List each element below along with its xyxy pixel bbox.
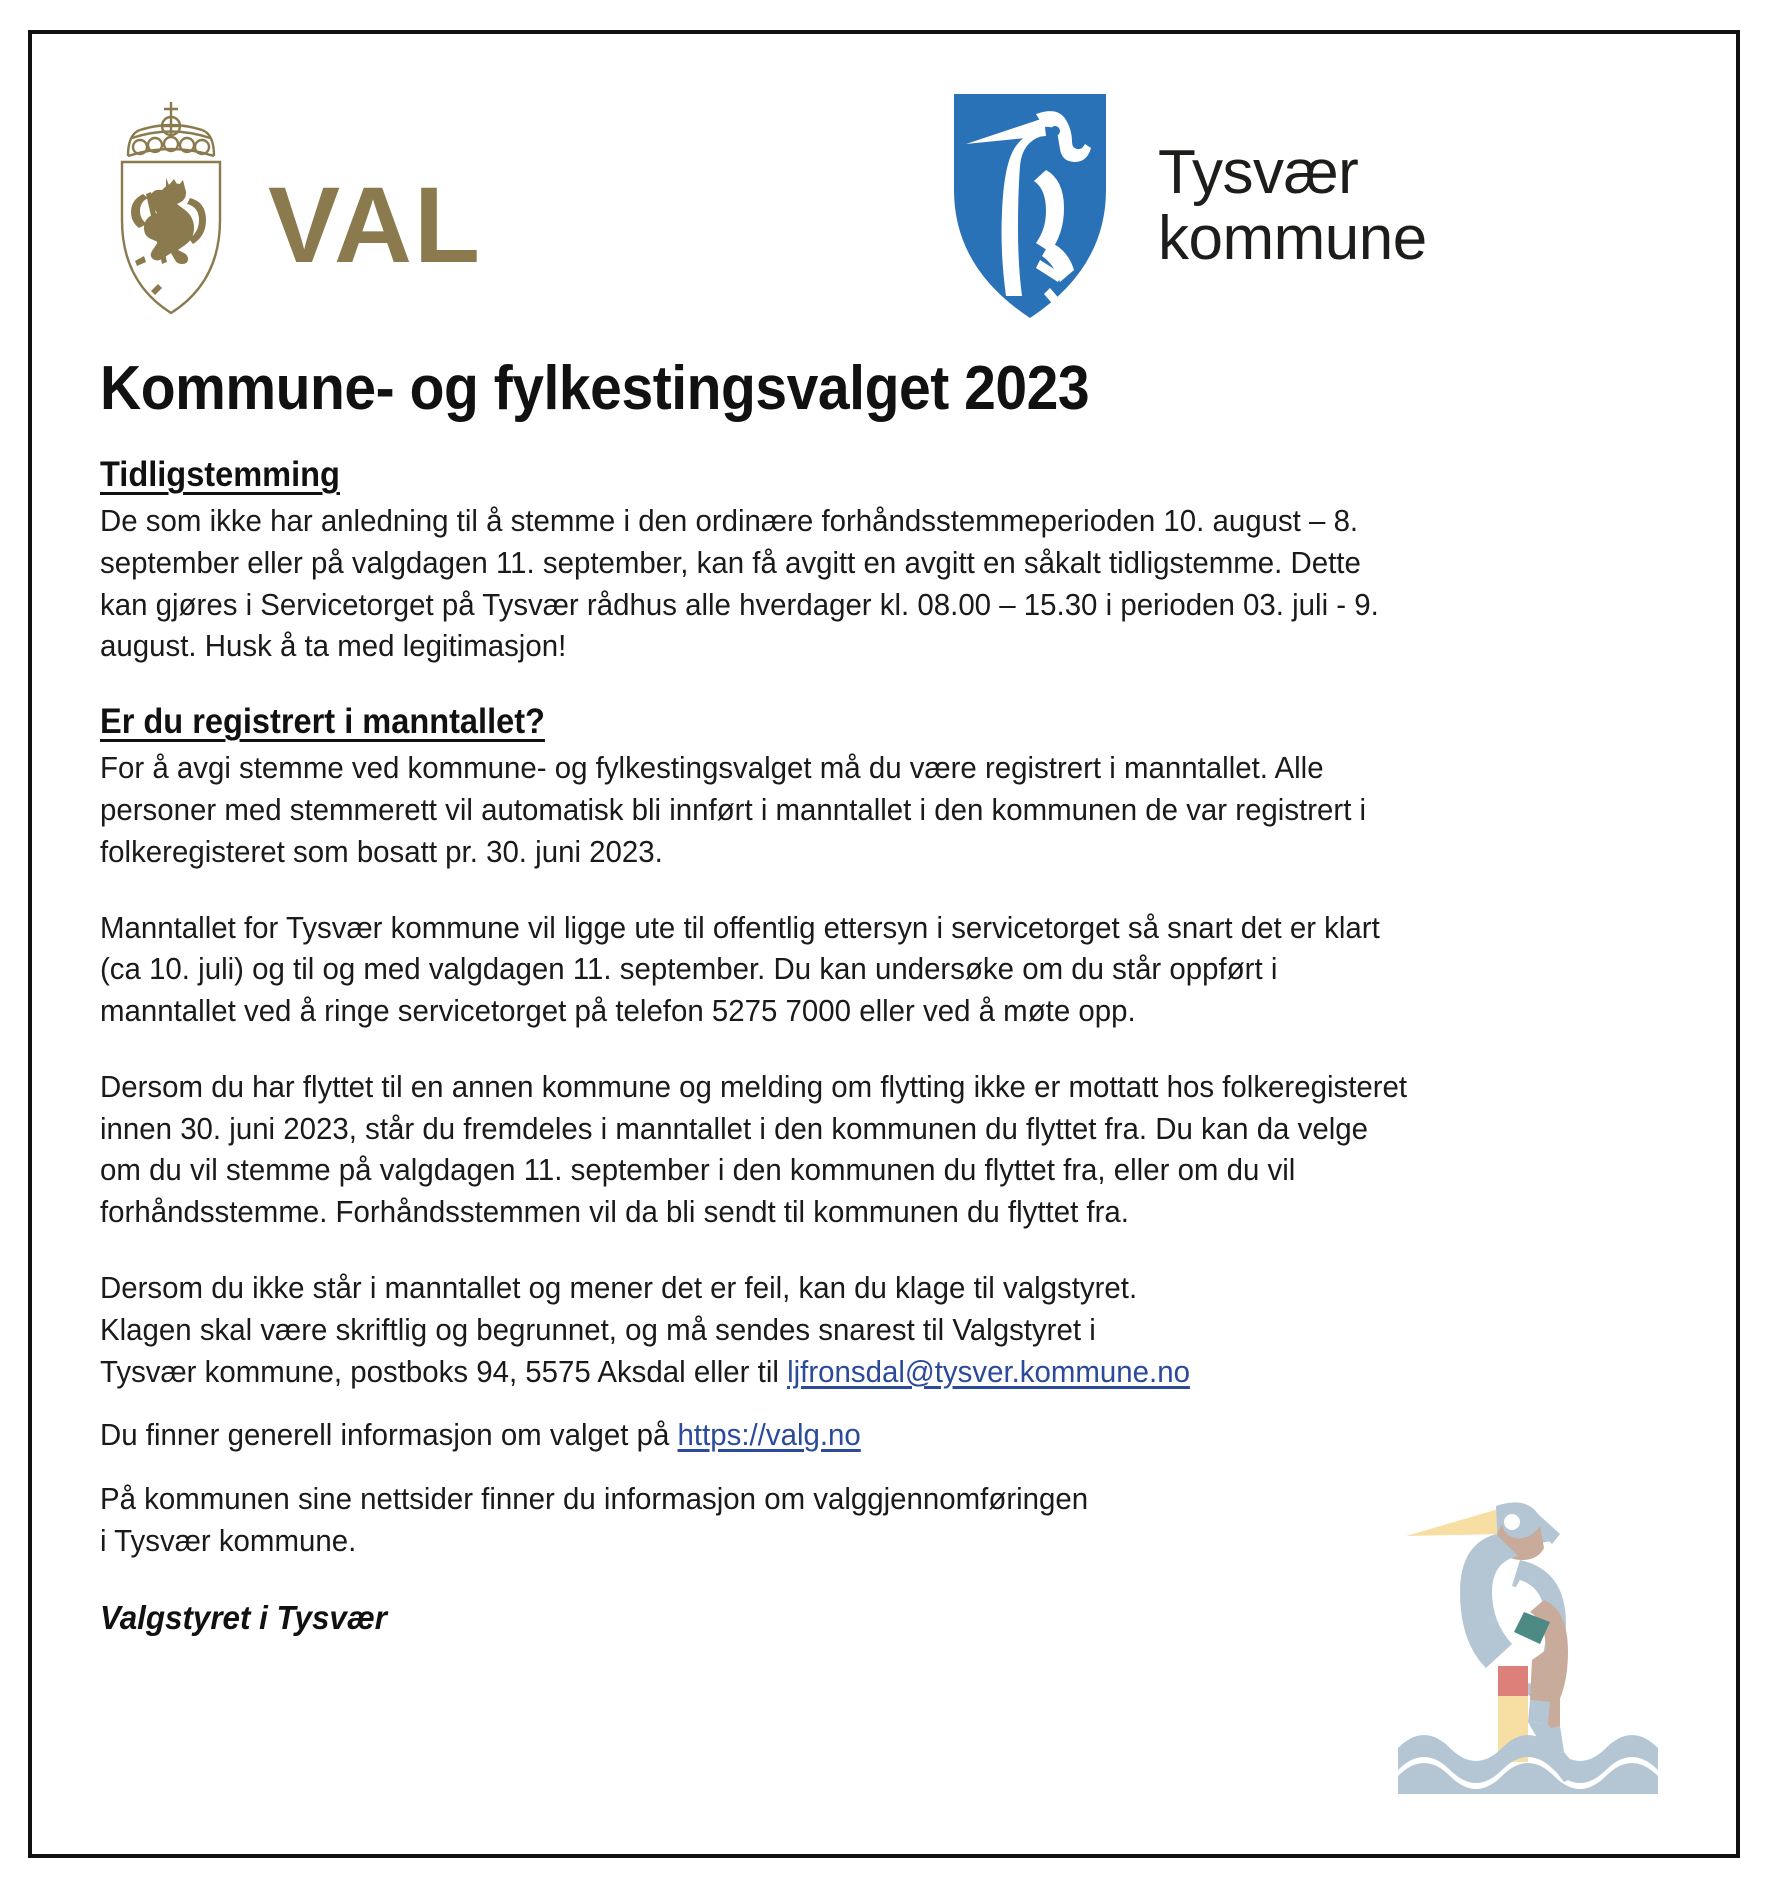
poster-frame	[28, 30, 1740, 1858]
poster-content	[32, 34, 1736, 1854]
municipal-info-line-2: i Tysvær kommune.	[100, 1523, 357, 1558]
municipal-info-line-1: På kommunen sine nettsider finner du informasjon om valggjennomføringen	[100, 1482, 1089, 1517]
valg-no-link[interactable]: https://valg.no	[677, 1418, 861, 1453]
tysvaer-kommune-name	[1158, 140, 1427, 271]
section-paragraph-tidligstemming: De som ikke har anledning til å stemme i den ordinære forhåndsstemmeperioden 10. august – 8. september eller på valgdagen 11. september, kan få avgitt en avgitt en såkalt tidligstemme. Dette kan gjøres i Servicetorget på Tysvær rådhus alle hverdager kl. 08.00 – 15.30 i perioden 03. juli - 9. august. Husk å ta med legitimasjon!	[100, 504, 1379, 664]
complaint-paragraph	[100, 1268, 1412, 1393]
tysvaer-kommune-logo	[950, 92, 1427, 320]
complaint-line-1: Dersom du ikke står i manntallet og mener det er feil, kan du klage til valgstyret.	[100, 1271, 1138, 1306]
tysvaer-name-line-1: Tysvær	[1158, 138, 1359, 207]
val-logo	[110, 98, 482, 316]
val-wordmark: VAL	[268, 164, 482, 285]
general-info-paragraph	[100, 1415, 1412, 1457]
poster-header	[100, 70, 1688, 352]
complaint-line-3-prefix: Tysvær kommune, postboks 94, 5575 Aksdal eller til	[100, 1354, 788, 1389]
signature: Valgstyret i Tysvær	[100, 1598, 387, 1636]
norwegian-coat-of-arms-icon	[110, 98, 232, 316]
complaint-line-2: Klagen skal være skriftlig og begrunnet, og må sendes snarest til Valgstyret i	[100, 1312, 1096, 1347]
section-heading-manntallet: Er du registrert i manntallet?	[100, 702, 545, 742]
page-title: Kommune- og fylkestingsvalget 2023	[100, 354, 1090, 423]
decorative-heron-in-water-icon	[1392, 1464, 1692, 1794]
manntallet-paragraph-3: Dersom du har flyttet til en annen kommune og melding om flytting ikke er mottatt hos folkeregisteret innen 30. juni 2023, står du fremdeles i manntallet i den kommunen du flyttet fra. Du kan da velge om du vil stemme på valgdagen 11. september i den kommunen du flyttet fra, eller om du vil forhåndsstemme. Forhåndsstemmen vil da bli sendt til kommunen du flyttet fra.	[100, 1069, 1408, 1230]
manntallet-paragraph-1: For å avgi stemme ved kommune- og fylkestingsvalget må du være registrert i manntallet. Alle personer med stemmerett vil automatisk bli innført i manntallet i den kommunen de var registrert i folkeregisteret som bosatt pr. 30. juni 2023.	[100, 751, 1367, 869]
municipal-info-paragraph	[100, 1479, 1412, 1563]
general-info-prefix: Du finner generell informasjon om valget på	[100, 1418, 678, 1453]
valgstyret-email-link[interactable]: ljfronsdal@tysver.kommune.no	[787, 1354, 1190, 1389]
tysvaer-heron-shield-icon	[950, 92, 1110, 320]
tysvaer-name-line-2: kommune	[1158, 203, 1427, 273]
section-heading-tidligstemming: Tidligstemming	[100, 455, 340, 495]
manntallet-paragraph-2: Manntallet for Tysvær kommune vil ligge ute til offentlig ettersyn i servicetorget så snart det er klart (ca 10. juli) og til og med valgdagen 11. september. Du kan undersøke om du står oppført i manntallet ved å ringe servicetorget på telefon 5275 7000 eller ved å møte opp.	[100, 910, 1380, 1029]
